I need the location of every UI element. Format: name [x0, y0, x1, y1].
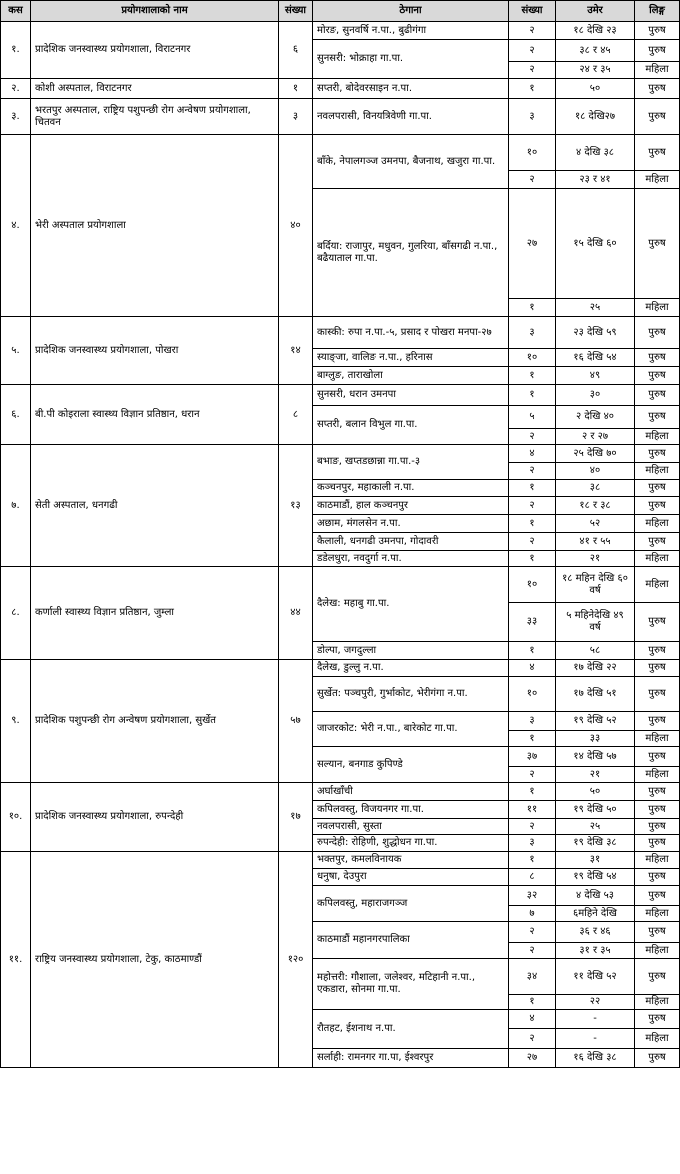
- sex-cell: पुरुष: [635, 317, 680, 349]
- age-cell: २४ र ३५: [556, 62, 635, 79]
- address-cell: कैलाली, धनगढी उमनपा, गोदावरी: [313, 533, 509, 551]
- age-cell: ३८ र ४५: [556, 40, 635, 62]
- lab-serial: ११.: [1, 852, 31, 1068]
- lab-serial: ७.: [1, 445, 31, 567]
- address-count: १: [509, 783, 556, 801]
- sex-cell: महिला: [635, 1029, 680, 1049]
- address-count: २७: [509, 189, 556, 299]
- lab-name: सेती अस्पताल, धनगढी: [31, 445, 279, 567]
- address-cell: दैलेख: महाबु गा.पा.: [313, 567, 509, 642]
- address-count: ८: [509, 869, 556, 886]
- address-count: १०: [509, 135, 556, 171]
- address-count: ३: [509, 99, 556, 135]
- sex-cell: पुरुष: [635, 22, 680, 40]
- age-cell: -: [556, 1010, 635, 1029]
- age-cell: १४ देखि ५७: [556, 747, 635, 767]
- lab-serial: १०.: [1, 783, 31, 852]
- age-cell: ३६ र ४६: [556, 922, 635, 943]
- sex-cell: पुरुष: [635, 40, 680, 62]
- address-cell: कास्की: रुपा न.पा.-५, प्रसाद र पोखरा मनपा-२७: [313, 317, 509, 349]
- address-cell: दैलेख, डुल्लु न.पा.: [313, 660, 509, 677]
- address-cell: सप्तरी, बोदेवरसाइन न.पा.: [313, 79, 509, 99]
- sex-cell: महिला: [635, 995, 680, 1010]
- sex-cell: महिला: [635, 551, 680, 567]
- address-cell: डडेलधुरा, नवदुर्गा न.पा.: [313, 551, 509, 567]
- address-cell: कपिलवस्तु, महाराजगञ्ज: [313, 886, 509, 922]
- lab-name: प्रादेशिक जनस्वास्थ्य प्रयोगशाला, पोखरा: [31, 317, 279, 385]
- sex-cell: महिला: [635, 567, 680, 603]
- age-cell: १५ देखि ६०: [556, 189, 635, 299]
- sex-cell: पुरुष: [635, 835, 680, 852]
- address-count: २: [509, 171, 556, 189]
- sex-cell: महिला: [635, 463, 680, 480]
- address-cell: महोत्तरी: गौशाला, जलेश्वर, मटिहानी न.पा., एकडारा, सोनमा गा.पा.: [313, 959, 509, 1010]
- address-count: २: [509, 429, 556, 445]
- lab-name: बी.पी कोइराला स्वास्थ्य विज्ञान प्रतिष्ठान, धरान: [31, 385, 279, 445]
- lab-count: ६: [279, 22, 313, 79]
- lab-count: १७: [279, 783, 313, 852]
- lab-serial: १.: [1, 22, 31, 79]
- address-cell: बाँके, नेपालगञ्ज उमनपा, बैजनाथ, खजुरा गा.पा.: [313, 135, 509, 189]
- age-cell: ३८: [556, 480, 635, 497]
- age-cell: १८ र ३८: [556, 497, 635, 515]
- address-count: १०: [509, 567, 556, 603]
- lab-serial: ५.: [1, 317, 31, 385]
- sex-cell: पुरुष: [635, 189, 680, 299]
- table-row: [1, 783, 680, 801]
- table-row: [1, 317, 680, 349]
- age-cell: २३ र ४१: [556, 171, 635, 189]
- sex-cell: पुरुष: [635, 783, 680, 801]
- lab-count: ४०: [279, 135, 313, 317]
- address-cell: जाजरकोट: भेरी न.पा., बारेकोट गा.पा.: [313, 712, 509, 747]
- age-cell: २१: [556, 551, 635, 567]
- age-cell: २ देखि ४०: [556, 406, 635, 429]
- sex-cell: पुरुष: [635, 959, 680, 995]
- header-lab-count: संख्या: [279, 1, 313, 22]
- address-count: १: [509, 79, 556, 99]
- address-cell: सर्लाही: रामनगर गा.पा, ईश्वरपुर: [313, 1049, 509, 1068]
- sex-cell: महिला: [635, 731, 680, 747]
- address-count: १: [509, 299, 556, 317]
- header-lab-name: प्रयोगशालाको नाम: [31, 1, 279, 22]
- age-cell: १९ देखि ३८: [556, 835, 635, 852]
- age-cell: ६महिने देखि: [556, 906, 635, 922]
- address-count: १: [509, 852, 556, 869]
- lab-serial: ९.: [1, 660, 31, 783]
- header-age: उमेर: [556, 1, 635, 22]
- address-cell: धनुषा, देउपुरा: [313, 869, 509, 886]
- lab-count: १३: [279, 445, 313, 567]
- address-cell: सुनसरी: भोक्राहा गा.पा.: [313, 40, 509, 79]
- table-row: [1, 852, 680, 869]
- sex-cell: पुरुष: [635, 480, 680, 497]
- address-cell: अर्घाखाँची: [313, 783, 509, 801]
- age-cell: ४१ र ५५: [556, 533, 635, 551]
- lab-name: प्रादेशिक जनस्वास्थ्य प्रयोगशाला, विराटनगर: [31, 22, 279, 79]
- sex-cell: महिला: [635, 943, 680, 959]
- address-count: १: [509, 515, 556, 533]
- address-count: ३: [509, 317, 556, 349]
- address-cell: कपिलवस्तु, विजयनगर गा.पा.: [313, 801, 509, 819]
- address-cell: अछाम, मंगलसेन न.पा.: [313, 515, 509, 533]
- address-cell: सुनसरी, धरान उमनपा: [313, 385, 509, 406]
- age-cell: ५ महिनेदेखि ४९ वर्ष: [556, 603, 635, 642]
- age-cell: २५ देखि ७०: [556, 445, 635, 463]
- age-cell: ५०: [556, 79, 635, 99]
- address-cell: सुर्खेत: पञ्चपुरी, गुर्भाकोट, भेरीगंगा न.पा.: [313, 677, 509, 712]
- lab-count: ८: [279, 385, 313, 445]
- age-cell: १९ देखि ५०: [556, 801, 635, 819]
- sex-cell: पुरुष: [635, 642, 680, 660]
- address-count: ३४: [509, 959, 556, 995]
- sex-cell: पुरुष: [635, 660, 680, 677]
- sex-cell: पुरुष: [635, 533, 680, 551]
- sex-cell: महिला: [635, 171, 680, 189]
- sex-cell: महिला: [635, 767, 680, 783]
- lab-name: प्रादेशिक जनस्वास्थ्य प्रयोगशाला, रुपन्देही: [31, 783, 279, 852]
- address-cell: भक्तपुर, कमलविनायक: [313, 852, 509, 869]
- address-cell: बर्दिया: राजापुर, मधुवन, गुलरिया, बाँसगढी न.पा., बढैयाताल गा.पा.: [313, 189, 509, 317]
- address-count: १: [509, 480, 556, 497]
- table-row: [1, 445, 680, 463]
- address-count: ४: [509, 445, 556, 463]
- header-address-count: संख्या: [509, 1, 556, 22]
- sex-cell: पुरुष: [635, 747, 680, 767]
- address-count: ३७: [509, 747, 556, 767]
- address-cell: बभाङ, खप्तडछान्ना गा.पा.-३: [313, 445, 509, 480]
- address-count: १०: [509, 349, 556, 367]
- age-cell: २१: [556, 767, 635, 783]
- table-row: [1, 22, 680, 40]
- age-cell: ४ देखि ५३: [556, 886, 635, 906]
- address-count: १: [509, 642, 556, 660]
- address-count: १०: [509, 677, 556, 712]
- sex-cell: महिला: [635, 429, 680, 445]
- sex-cell: पुरुष: [635, 79, 680, 99]
- sex-cell: पुरुष: [635, 445, 680, 463]
- age-cell: ३१ र ३५: [556, 943, 635, 959]
- address-count: २: [509, 62, 556, 79]
- age-cell: २२: [556, 995, 635, 1010]
- lab-count: १२०: [279, 852, 313, 1068]
- address-count: ३: [509, 712, 556, 731]
- address-count: १: [509, 385, 556, 406]
- address-count: ४: [509, 1010, 556, 1029]
- age-cell: ३१: [556, 852, 635, 869]
- table-row: [1, 660, 680, 677]
- age-cell: १८ देखि२७: [556, 99, 635, 135]
- address-count: ४: [509, 660, 556, 677]
- sex-cell: पुरुष: [635, 497, 680, 515]
- address-cell: सप्तरी, बलान विभुल गा.पा.: [313, 406, 509, 445]
- age-cell: ४९: [556, 367, 635, 385]
- sex-cell: पुरुष: [635, 349, 680, 367]
- address-count: १: [509, 995, 556, 1010]
- age-cell: ११ देखि ५२: [556, 959, 635, 995]
- header-serial: कस: [1, 1, 31, 22]
- address-count: १: [509, 367, 556, 385]
- address-cell: काठमाडौं, हाल कञ्चनपुर: [313, 497, 509, 515]
- sex-cell: महिला: [635, 515, 680, 533]
- lab-name: भेरी अस्पताल प्रयोगशाला: [31, 135, 279, 317]
- age-cell: १८ देखि २३: [556, 22, 635, 40]
- sex-cell: पुरुष: [635, 712, 680, 731]
- address-count: २: [509, 497, 556, 515]
- table-row: [1, 99, 680, 135]
- address-cell: काठमाडौं महानगरपालिका: [313, 922, 509, 959]
- lab-name: प्रादेशिक पशुपन्छी रोग अन्वेषण प्रयोगशाला, सुर्खेत: [31, 660, 279, 783]
- address-count: २: [509, 533, 556, 551]
- lab-count: १: [279, 79, 313, 99]
- sex-cell: महिला: [635, 62, 680, 79]
- sex-cell: महिला: [635, 299, 680, 317]
- table-body: [1, 22, 680, 1068]
- address-count: २: [509, 22, 556, 40]
- lab-name: कर्णाली स्वास्थ्य विज्ञान प्रतिष्ठान, जुम्ला: [31, 567, 279, 660]
- header-sex: लिङ्ग: [635, 1, 680, 22]
- address-count: ११: [509, 801, 556, 819]
- address-count: २: [509, 40, 556, 62]
- address-count: २: [509, 463, 556, 480]
- address-count: ५: [509, 406, 556, 429]
- sex-cell: पुरुष: [635, 367, 680, 385]
- address-count: २: [509, 922, 556, 943]
- address-count: २: [509, 943, 556, 959]
- address-count: २: [509, 767, 556, 783]
- age-cell: १८ महिन देखि ६० वर्ष: [556, 567, 635, 603]
- age-cell: २५: [556, 819, 635, 835]
- address-count: ३: [509, 835, 556, 852]
- sex-cell: पुरुष: [635, 886, 680, 906]
- age-cell: -: [556, 1029, 635, 1049]
- address-cell: स्याङ्जा, वालिङ न.पा., हरिनास: [313, 349, 509, 367]
- address-count: २७: [509, 1049, 556, 1068]
- address-count: २: [509, 819, 556, 835]
- sex-cell: महिला: [635, 906, 680, 922]
- age-cell: १६ देखि ३८: [556, 1049, 635, 1068]
- sex-cell: पुरुष: [635, 819, 680, 835]
- sex-cell: पुरुष: [635, 869, 680, 886]
- sex-cell: महिला: [635, 852, 680, 869]
- address-count: १: [509, 731, 556, 747]
- lab-serial: ३.: [1, 99, 31, 135]
- address-cell: रुपन्देही: रोहिणी, शुद्धोधन गा.पा.: [313, 835, 509, 852]
- address-cell: कञ्चनपुर, महाकाली न.पा.: [313, 480, 509, 497]
- age-cell: २ र २७: [556, 429, 635, 445]
- sex-cell: पुरुष: [635, 135, 680, 171]
- lab-name: कोशी अस्पताल, विराटनगर: [31, 79, 279, 99]
- age-cell: ५०: [556, 783, 635, 801]
- age-cell: ५८: [556, 642, 635, 660]
- table-row: [1, 79, 680, 99]
- address-cell: मोरङ, सुनवर्षि न.पा., बुढीगंगा: [313, 22, 509, 40]
- table-row: [1, 567, 680, 603]
- age-cell: १६ देखि ५४: [556, 349, 635, 367]
- address-count: २: [509, 1029, 556, 1049]
- lab-serial: ८.: [1, 567, 31, 660]
- sex-cell: पुरुष: [635, 1049, 680, 1068]
- lab-count: ४४: [279, 567, 313, 660]
- lab-name: राष्ट्रिय जनस्वास्थ्य प्रयोगशाला, टेकु, काठमाण्डौं: [31, 852, 279, 1068]
- sex-cell: पुरुष: [635, 801, 680, 819]
- header-address: ठेगाना: [313, 1, 509, 22]
- lab-count: ३: [279, 99, 313, 135]
- address-cell: रौतहट, ईशनाथ न.पा.: [313, 1010, 509, 1049]
- lab-count: ५७: [279, 660, 313, 783]
- age-cell: ३३: [556, 731, 635, 747]
- age-cell: १७ देखि ५१: [556, 677, 635, 712]
- sex-cell: पुरुष: [635, 406, 680, 429]
- age-cell: ३०: [556, 385, 635, 406]
- sex-cell: पुरुष: [635, 603, 680, 642]
- lab-count: १४: [279, 317, 313, 385]
- lab-name: भरतपुर अस्पताल, राष्ट्रिय पशुपन्छी रोग अन्वेषण प्रयोगशाला, चितवन: [31, 99, 279, 135]
- header-row: [1, 1, 680, 22]
- sex-cell: पुरुष: [635, 99, 680, 135]
- lab-serial: ६.: [1, 385, 31, 445]
- address-cell: सल्यान, बनगाड कुपिण्डे: [313, 747, 509, 783]
- lab-serial: ४.: [1, 135, 31, 317]
- age-cell: २३ देखि ५९: [556, 317, 635, 349]
- age-cell: ५२: [556, 515, 635, 533]
- age-cell: २५: [556, 299, 635, 317]
- age-cell: १९ देखि ५२: [556, 712, 635, 731]
- table-row: [1, 385, 680, 406]
- address-count: ३२: [509, 886, 556, 906]
- address-count: ७: [509, 906, 556, 922]
- address-count: १: [509, 551, 556, 567]
- sex-cell: पुरुष: [635, 385, 680, 406]
- sex-cell: पुरुष: [635, 1010, 680, 1029]
- sex-cell: पुरुष: [635, 677, 680, 712]
- sex-cell: पुरुष: [635, 922, 680, 943]
- address-cell: बाग्लुङ, ताराखोला: [313, 367, 509, 385]
- age-cell: १९ देखि ५४: [556, 869, 635, 886]
- address-cell: नवलपरासी, विनयत्रिवेणी गा.पा.: [313, 99, 509, 135]
- age-cell: ४ देखि ३८: [556, 135, 635, 171]
- address-count: ३३: [509, 603, 556, 642]
- age-cell: ४०: [556, 463, 635, 480]
- address-cell: नवलपरासी, सुस्ता: [313, 819, 509, 835]
- age-cell: १७ देखि २२: [556, 660, 635, 677]
- lab-serial: २.: [1, 79, 31, 99]
- address-cell: डोल्पा, जगदुल्ला: [313, 642, 509, 660]
- table-row: [1, 135, 680, 171]
